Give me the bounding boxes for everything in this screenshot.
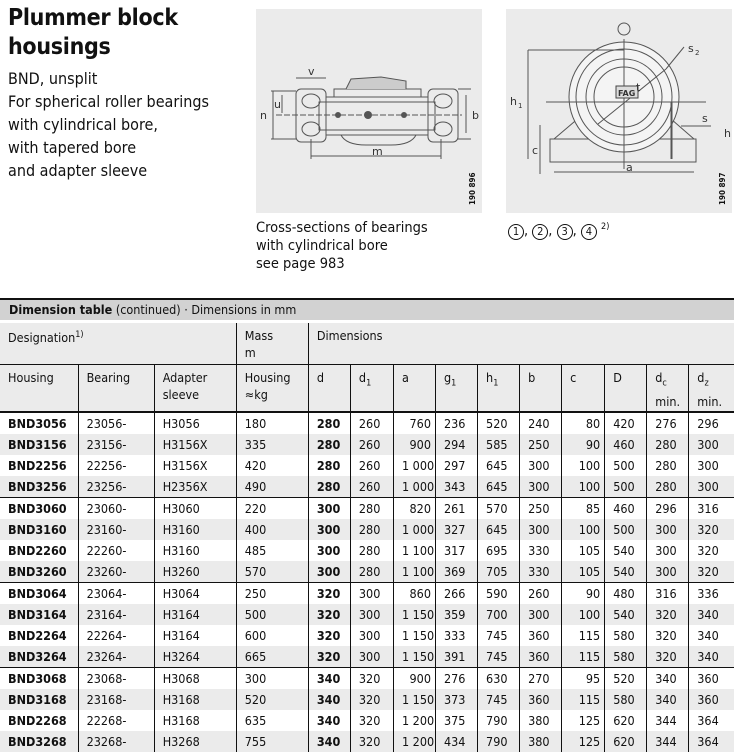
cell-dc: 320 [647,646,689,668]
cell-g1: 261 [436,498,478,520]
table-row [0,476,734,498]
cell-D: 500 [605,519,647,540]
cell-d1: 260 [350,476,393,498]
cell-dc: 320 [647,604,689,625]
header-a: a [393,365,435,413]
cell-bearing: 22260- [78,540,154,561]
svg-text:2: 2 [695,49,700,57]
cell-c: 100 [562,476,605,498]
cell-a: 900 [393,668,435,690]
cell-a: 860 [393,583,435,605]
cell-c: 105 [562,561,605,583]
cell-a: 760 [393,412,435,434]
cell-mass: 635 [236,710,308,731]
product-description: BND, unsplit For spherical roller bearings with cylindrical bore, with tapered bore and adapter sleeve [8,69,210,180]
cell-dz: 316 [689,498,734,520]
cell-adapter-sleeve: H3060 [154,498,236,520]
cell-D: 580 [605,625,647,646]
page-title: Plummer block housings [8,5,178,60]
cell-dc: 340 [647,689,689,710]
cell-g1: 294 [436,434,478,455]
cell-a: 1 150 [393,604,435,625]
cell-adapter-sleeve: H3260 [154,561,236,583]
cell-h1: 705 [478,561,520,583]
table-row [0,540,734,561]
cell-d1: 260 [350,412,393,434]
cell-dz: 340 [689,604,734,625]
cell-a: 1 200 [393,710,435,731]
cell-g1: 391 [436,646,478,668]
dim-label-h1: h [510,95,517,108]
cell-dc: 300 [647,519,689,540]
cell-c: 80 [562,412,605,434]
cell-b: 260 [520,583,562,605]
cell-D: 540 [605,604,647,625]
cell-bearing: 23260- [78,561,154,583]
cell-a: 1 150 [393,689,435,710]
cell-D: 500 [605,476,647,498]
cell-a: 820 [393,498,435,520]
cell-adapter-sleeve: H2356X [154,476,236,498]
cell-mass: 520 [236,689,308,710]
header-designation: Designation$^{1)}$ [0,323,236,365]
svg-text:1: 1 [518,102,523,110]
cell-mass: 335 [236,434,308,455]
table-row [0,583,734,605]
cell-bearing: 23056- [78,412,154,434]
cell-dc: 296 [647,498,689,520]
header-h1: $h_1$ [478,365,520,413]
cell-bearing: 23060- [78,498,154,520]
table-row [0,434,734,455]
cell-adapter-sleeve: H3068 [154,668,236,690]
cell-h1: 645 [478,476,520,498]
cell-dz: 360 [689,689,734,710]
table-row [0,455,734,476]
cell-d: 280 [308,455,350,476]
cell-mass: 250 [236,583,308,605]
cell-c: 115 [562,625,605,646]
cell-adapter-sleeve: H3156X [154,434,236,455]
dim-label-n: n [260,109,267,122]
cell-d1: 320 [350,689,393,710]
cell-a: 1 150 [393,625,435,646]
cell-housing: BND3156 [0,434,78,455]
cell-b: 330 [520,540,562,561]
cell-b: 380 [520,710,562,731]
dim-label-s2: s [688,42,694,55]
cell-a: 1 150 [393,646,435,668]
cell-adapter-sleeve: H3164 [154,604,236,625]
cell-dc: 340 [647,668,689,690]
cell-g1: 297 [436,455,478,476]
cell-d: 300 [308,540,350,561]
cell-housing: BND3060 [0,498,78,520]
cell-d: 340 [308,710,350,731]
cell-housing: BND3064 [0,583,78,605]
note-marker-3: 3 [557,224,573,240]
figure2-caption: 1 , 2 , 3 , 4 $^{2)}$ [508,218,609,240]
cell-dc: 276 [647,412,689,434]
cell-bearing: 23268- [78,731,154,752]
cell-bearing: 23264- [78,646,154,668]
table-title: Dimension table (continued) · Dimensions in mm [0,298,734,320]
cell-D: 620 [605,731,647,752]
cell-dc: 300 [647,561,689,583]
header-c: c [562,365,605,413]
cell-h1: 745 [478,625,520,646]
cell-h1: 585 [478,434,520,455]
header-dc: $d_c$ min. [647,365,689,413]
header-b: b [520,365,562,413]
cell-d1: 320 [350,668,393,690]
cell-dz: 300 [689,476,734,498]
front-view-drawing [506,9,732,213]
cell-dc: 280 [647,434,689,455]
cell-D: 580 [605,646,647,668]
cell-g1: 276 [436,668,478,690]
dim-label-t: t [636,81,641,94]
cell-a: 1 100 [393,561,435,583]
header-mass: Mass m [236,323,308,365]
cell-h1: 790 [478,731,520,752]
cell-d: 280 [308,434,350,455]
cell-adapter-sleeve: H3168 [154,710,236,731]
cell-b: 300 [520,476,562,498]
cell-D: 500 [605,455,647,476]
cell-d: 340 [308,689,350,710]
cell-mass: 400 [236,519,308,540]
cell-c: 105 [562,540,605,561]
cell-dz: 360 [689,668,734,690]
cell-housing: BND2268 [8,713,67,728]
header-g1: $g_1$ [436,365,478,413]
cell-d: 300 [308,561,350,583]
cell-mass: 220 [236,498,308,520]
cell-h1: 695 [478,540,520,561]
housing-top-view-icon [256,9,482,213]
cell-housing: BND3260 [0,561,78,583]
cell-d1: 300 [350,625,393,646]
cell-d1: 320 [350,710,393,731]
cell-D: 460 [605,498,647,520]
cell-a: 1 100 [393,540,435,561]
cell-mass: 500 [236,604,308,625]
cell-g1: 266 [436,583,478,605]
cell-h1: 570 [478,498,520,520]
cell-dz: 364 [689,731,734,752]
cell-mass: 600 [236,625,308,646]
cell-mass: 570 [236,561,308,583]
cell-dz: 336 [689,583,734,605]
cell-mass: 300 [236,668,308,690]
cell-d1: 280 [350,498,393,520]
table-row [0,710,734,731]
cell-mass: 755 [236,731,308,752]
cell-housing: BND3068 [0,668,78,690]
cell-g1: 373 [436,689,478,710]
cell-c: 125 [562,731,605,752]
cell-g1: 327 [436,519,478,540]
cell-adapter-sleeve: H3264 [154,646,236,668]
cell-d1: 300 [350,646,393,668]
cell-b: 360 [520,646,562,668]
cell-a: 1 000 [393,519,435,540]
cell-mass: 665 [236,646,308,668]
cell-bearing: 23168- [78,689,154,710]
cell-d: 320 [308,583,350,605]
cell-D: 540 [605,561,647,583]
dim-label-a: a [626,161,633,174]
cell-bearing: 22256- [78,455,154,476]
header-housing: Housing [0,365,78,413]
table-row [0,604,734,625]
cell-bearing: 23164- [78,604,154,625]
cell-mass: 180 [236,412,308,434]
cell-c: 100 [562,604,605,625]
cell-d1: 260 [350,434,393,455]
cell-dz: 340 [689,625,734,646]
cell-housing: BND3056 [0,412,78,434]
cell-d: 340 [308,731,350,752]
figure-code: 190 896 [468,172,477,205]
cell-adapter-sleeve: H3160 [154,519,236,540]
dim-label-m: m [372,145,383,158]
cell-b: 250 [520,498,562,520]
cell-D: 620 [605,710,647,731]
table-row [0,625,734,646]
table-row [0,561,734,583]
cell-dc: 316 [647,583,689,605]
header-dimensions: Dimensions [308,323,734,365]
cell-dz: 300 [689,434,734,455]
cell-d1: 280 [350,540,393,561]
cell-a: 1 000 [393,455,435,476]
table-row [0,646,734,668]
cell-a: 1 000 [393,476,435,498]
cell-d: 320 [308,646,350,668]
cell-d: 340 [308,668,350,690]
cell-h1: 630 [478,668,520,690]
cell-housing: BND3168 [0,689,78,710]
cell-d1: 280 [350,519,393,540]
cell-d1: 260 [350,455,393,476]
cell-b: 360 [520,625,562,646]
header-dz: $d_z$ min. [689,365,734,413]
cell-d: 320 [308,625,350,646]
header-adapter-sleeve: Adapter sleeve [154,365,236,413]
cell-h1: 645 [478,455,520,476]
note-marker-1: 1 [508,224,524,240]
cell-adapter-sleeve: H3064 [154,583,236,605]
cell-bearing: 23068- [78,668,154,690]
cell-b: 300 [520,519,562,540]
cell-h1: 520 [478,412,520,434]
cell-adapter-sleeve: H3164 [154,625,236,646]
note-marker-2: 2 [532,224,548,240]
cell-dc: 320 [647,625,689,646]
cell-adapter-sleeve: H3268 [154,731,236,752]
dimension-table [0,323,734,752]
table-row [0,668,734,690]
cell-bearing: 22264- [78,625,154,646]
cell-adapter-sleeve: H3056 [154,412,236,434]
cell-c: 100 [562,519,605,540]
top-view-drawing [256,9,482,213]
cell-c: 95 [562,668,605,690]
cell-b: 360 [520,689,562,710]
header-d1: $d_1$ [350,365,393,413]
cell-dz: 320 [689,561,734,583]
cell-h1: 790 [478,710,520,731]
cell-D: 520 [605,668,647,690]
cell-dc: 300 [647,540,689,561]
cell-b: 250 [520,434,562,455]
cell-d1: 280 [350,561,393,583]
cell-housing: BND2264 [8,628,67,643]
cell-D: 420 [605,412,647,434]
cell-c: 115 [562,689,605,710]
cell-dz: 364 [689,710,734,731]
cell-dz: 300 [689,455,734,476]
housing-front-view-icon [506,9,732,213]
cell-D: 480 [605,583,647,605]
cell-mass: 485 [236,540,308,561]
cell-mass: 490 [236,476,308,498]
cell-h1: 645 [478,519,520,540]
cell-bearing: 23160- [78,519,154,540]
cell-g1: 369 [436,561,478,583]
cell-b: 380 [520,731,562,752]
cell-housing: BND3160 [0,519,78,540]
cell-dc: 344 [647,710,689,731]
cell-housing: BND3268 [0,731,78,752]
cell-c: 90 [562,434,605,455]
dim-label-u: u [274,98,281,111]
cell-adapter-sleeve: H3160 [154,540,236,561]
cell-dc: 280 [647,476,689,498]
cell-bearing: 23156- [78,434,154,455]
cell-d: 280 [308,412,350,434]
header-mass-housing: Housing ≈kg [236,365,308,413]
cell-g1: 434 [436,731,478,752]
cell-d1: 320 [350,731,393,752]
cell-dz: 320 [689,540,734,561]
cell-dc: 280 [647,455,689,476]
dim-label-v: v [308,65,315,78]
cell-D: 540 [605,540,647,561]
cell-d: 280 [308,476,350,498]
header-D: D [605,365,647,413]
cell-housing: BND3264 [0,646,78,668]
cell-c: 85 [562,498,605,520]
cell-a: 900 [393,434,435,455]
cell-g1: 359 [436,604,478,625]
cell-housing: BND2260 [8,543,67,558]
dim-label-b: b [472,109,479,122]
cell-c: 125 [562,710,605,731]
cell-adapter-sleeve: H3168 [154,689,236,710]
cell-c: 115 [562,646,605,668]
header-d: d [308,365,350,413]
table-row [0,689,734,710]
cell-bearing: 23256- [78,476,154,498]
figure1-caption: Cross-sections of bearings with cylindrical bore see page 983 [256,220,428,272]
header-bearing: Bearing [78,365,154,413]
cell-g1: 333 [436,625,478,646]
cell-g1: 236 [436,412,478,434]
dim-label-h: h [724,127,731,140]
cell-g1: 317 [436,540,478,561]
cell-g1: 375 [436,710,478,731]
cell-c: 100 [562,455,605,476]
cell-mass: 420 [236,455,308,476]
footnote-ref: 2) [601,222,610,232]
cell-d1: 300 [350,604,393,625]
cell-D: 580 [605,689,647,710]
cell-d1: 300 [350,583,393,605]
cell-h1: 700 [478,604,520,625]
cell-b: 270 [520,668,562,690]
dim-label-c: c [532,144,539,157]
cell-g1: 343 [436,476,478,498]
cell-housing: BND3256 [0,476,78,498]
cell-a: 1 200 [393,731,435,752]
cell-d: 300 [308,519,350,540]
cell-housing: BND2256 [8,458,67,473]
cell-dz: 296 [689,412,734,434]
table-row [0,519,734,540]
table-row [0,498,734,520]
cell-bearing: 23064- [78,583,154,605]
cell-c: 90 [562,583,605,605]
cell-b: 300 [520,604,562,625]
cell-bearing: 22268- [78,710,154,731]
cell-b: 330 [520,561,562,583]
note-marker-4: 4 [581,224,597,240]
cell-b: 300 [520,455,562,476]
figure-code: 190 897 [718,172,727,205]
cell-b: 240 [520,412,562,434]
table-row [0,731,734,752]
cell-housing: BND3164 [0,604,78,625]
cell-adapter-sleeve: H3156X [154,455,236,476]
cell-D: 460 [605,434,647,455]
cell-h1: 590 [478,583,520,605]
cell-d: 320 [308,604,350,625]
dim-label-s: s [702,112,708,125]
table-row [0,412,734,434]
cell-d: 300 [308,498,350,520]
cell-h1: 745 [478,646,520,668]
cell-dz: 340 [689,646,734,668]
cell-dz: 320 [689,519,734,540]
cell-h1: 745 [478,689,520,710]
brand-logo: FAG [618,89,636,98]
cell-dc: 344 [647,731,689,752]
